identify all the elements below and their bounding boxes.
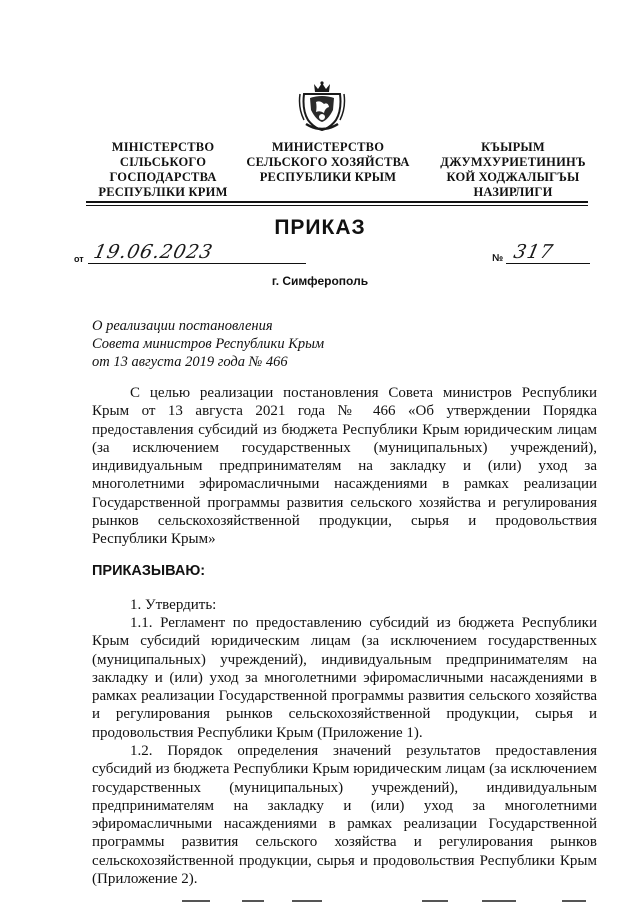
header-divider-thin	[86, 205, 588, 206]
preamble-paragraph: С целью реализации постановления Совета министров Республики Крым от 13 августа 2021 года № 466 «Об утверждении Порядка предоставления субсидий из бюджета Республики Крым юридическим лицам (за исключением государственных (муниципальных) учреждений), индивидуальным предпринимателям на закладку и (или) уход за многолетними эфиромасличными насаждениями в рамках реализации Государственной программы развития сельского хозяйства и регулирования рынков сельскохозяйственной продукции, сырья и продовольствия Республики Крым»	[92, 385, 597, 548]
header-line: МИНИСТЕРСТВО	[271, 140, 385, 154]
date-number-row	[74, 242, 588, 266]
date-field	[88, 242, 306, 264]
city: г. Симферополь	[271, 274, 369, 288]
header-line: РЕСПУБЛИКИ КРЫМ	[259, 170, 397, 184]
header-line: НАЗИРЛИГИ	[473, 185, 553, 199]
header-ukrainian	[88, 140, 238, 200]
header-line: КЪЫРЫМ	[481, 140, 545, 154]
date-prefix: от	[74, 254, 84, 264]
clause-1-1: 1.1. Регламент по предоставлению субсидий из бюджета Республики Крым субсидий юридическим лицам (за исключением государственных (муниципальных) учреждений), индивидуальным предпринимателям на закладку и (или) уход за многолетними эфиромасличными насаждениями в рамках реализации Государственной программы развития сельского хозяйства и регулирования рынков сельскохозяйственной продукции, сырья и продовольствия Республики Крым (Приложение 1).	[92, 615, 597, 741]
number-prefix: №	[492, 253, 504, 264]
header-line: СІЛЬСЬКОГО	[119, 155, 207, 169]
order-directive: ПРИКАЗЫВАЮ:	[92, 563, 206, 579]
subject-line: Совета министров Республики Крым	[92, 336, 325, 352]
header-russian	[240, 140, 416, 185]
header-line: ДЖУМХУРИЕТИНИНЪ	[440, 155, 586, 169]
order-subject	[92, 317, 412, 371]
header-crimean-tatar	[418, 140, 608, 200]
number-field	[506, 242, 590, 264]
handwritten-date: 19.06.2023	[91, 241, 216, 263]
approve-clause: 1. Утвердить:	[130, 597, 217, 613]
handwritten-number: 317	[511, 241, 556, 263]
header-line: СЕЛЬСКОГО ХОЗЯЙСТВА	[246, 155, 410, 169]
subject-line: от 13 августа 2019 года № 466	[92, 354, 288, 370]
subject-line: О реализации постановления	[92, 318, 273, 334]
crimea-coat-of-arms-icon	[298, 80, 346, 132]
header-line: ГОСПОДАРСТВА	[109, 170, 217, 184]
order-title: ПРИКАЗ	[274, 216, 366, 239]
header-line: КОЙ ХОДЖАЛЫГЪЫ	[446, 170, 580, 184]
clause-1-2: 1.2. Порядок определения значений результатов предоставления субсидий из бюджета Республики Крым юридическим лицам (за исключением государственных (муниципальных) учреждений), индивидуальным предпринимателям на закладку и (или) уход за многолетними эфиромасличными насаждениями в рамках реализации Государственной программы развития сельского хозяйства и регулирования рынков сельскохозяйственной продукции, сырья и продовольствия Республики Крым (Приложение 2).	[92, 743, 597, 888]
header-line: РЕСПУБЛІКИ КРИМ	[98, 185, 228, 199]
header-divider-thick	[86, 201, 588, 203]
header-line: МІНІСТЕРСТВО	[111, 140, 215, 154]
scan-bottom-artifact	[92, 900, 597, 904]
